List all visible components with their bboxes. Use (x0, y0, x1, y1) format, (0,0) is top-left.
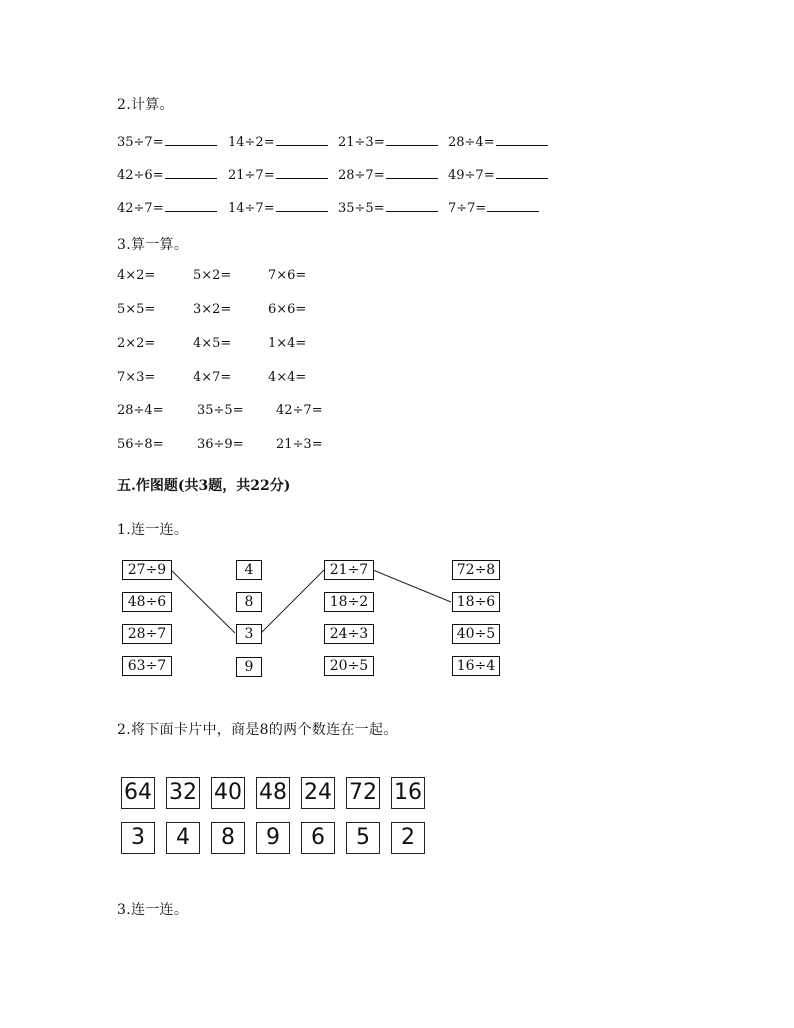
number-card-top[interactable]: 16 (391, 777, 425, 809)
q3-item: 7×3= (117, 370, 156, 385)
q2-item: 42÷6= (117, 166, 217, 183)
q3-item: 6×6= (268, 302, 307, 317)
q2-item: 35÷5= (338, 199, 438, 216)
q3-item: 4×4= (268, 370, 307, 385)
q3-item: 21÷3= (276, 437, 323, 452)
q3-item: 4×5= (193, 336, 232, 351)
q3-item: 5×2= (193, 268, 232, 283)
number-card-bottom[interactable]: 3 (121, 822, 155, 854)
q3-item: 4×2= (117, 268, 156, 283)
match-box-col1[interactable]: 28÷7 (122, 624, 172, 644)
q3-item: 28÷4= (117, 403, 164, 418)
q3-item: 4×7= (193, 370, 232, 385)
q2-item: 21÷7= (228, 166, 328, 183)
match-box-col2[interactable]: 4 (236, 560, 262, 580)
q2-item: 28÷7= (338, 166, 438, 183)
number-card-bottom[interactable]: 2 (391, 822, 425, 854)
match-box-col1[interactable]: 63÷7 (122, 656, 172, 676)
q2-title: 2.计算。 (117, 97, 174, 113)
match-box-col2[interactable]: 9 (236, 657, 262, 677)
match-box-col3[interactable]: 24÷3 (324, 624, 374, 644)
match-box-col3[interactable]: 20÷5 (324, 656, 374, 676)
match-box-col1[interactable]: 27÷9 (122, 560, 172, 580)
q2-item: 49÷7= (448, 166, 548, 183)
q3-item: 5×5= (117, 302, 156, 317)
number-card-top[interactable]: 48 (256, 777, 290, 809)
q2-item: 28÷4= (448, 133, 548, 150)
q2-item: 35÷7= (117, 133, 217, 150)
number-card-top[interactable]: 72 (346, 777, 380, 809)
q2-item: 14÷7= (228, 199, 328, 216)
connector-line (171, 570, 235, 633)
match-box-col4[interactable]: 18÷6 (452, 592, 500, 612)
q2-item: 14÷2= (228, 133, 328, 150)
match-box-col1[interactable]: 48÷6 (122, 592, 172, 612)
p3-title: 3.连一连。 (117, 902, 189, 918)
number-card-bottom[interactable]: 8 (211, 822, 245, 854)
number-card-top[interactable]: 32 (166, 777, 200, 809)
q3-item: 7×6= (268, 268, 307, 283)
match-box-col2[interactable]: 8 (236, 592, 262, 612)
match-box-col2[interactable]: 3 (236, 624, 262, 644)
number-card-top[interactable]: 24 (301, 777, 335, 809)
number-card-bottom[interactable]: 6 (301, 822, 335, 854)
q2-item: 42÷7= (117, 199, 217, 216)
match-box-col3[interactable]: 18÷2 (324, 592, 374, 612)
match-box-col4[interactable]: 16÷4 (452, 656, 500, 676)
number-card-bottom[interactable]: 4 (166, 822, 200, 854)
q3-item: 2×2= (117, 336, 156, 351)
number-card-top[interactable]: 40 (211, 777, 245, 809)
connector-line (373, 570, 451, 602)
q3-item: 36÷9= (197, 437, 244, 452)
section-title: 五.作图题(共3题，共22分) (117, 478, 291, 494)
q3-title: 3.算一算。 (117, 237, 189, 253)
q3-item: 3×2= (193, 302, 232, 317)
q2-item: 7÷7= (448, 199, 539, 216)
match-box-col4[interactable]: 72÷8 (452, 560, 500, 580)
connector-line (261, 570, 324, 633)
q3-item: 35÷5= (197, 403, 244, 418)
match-box-col4[interactable]: 40÷5 (452, 624, 500, 644)
q3-item: 1×4= (268, 336, 307, 351)
p1-title: 1.连一连。 (117, 522, 189, 538)
p2-title: 2.将下面卡片中，商是8的两个数连在一起。 (117, 722, 398, 738)
q2-item: 21÷3= (338, 133, 438, 150)
number-card-top[interactable]: 64 (121, 777, 155, 809)
number-card-bottom[interactable]: 9 (256, 822, 290, 854)
match-box-col3[interactable]: 21÷7 (324, 560, 374, 580)
q3-item: 56÷8= (117, 437, 164, 452)
q3-item: 42÷7= (276, 403, 323, 418)
number-card-bottom[interactable]: 5 (346, 822, 380, 854)
